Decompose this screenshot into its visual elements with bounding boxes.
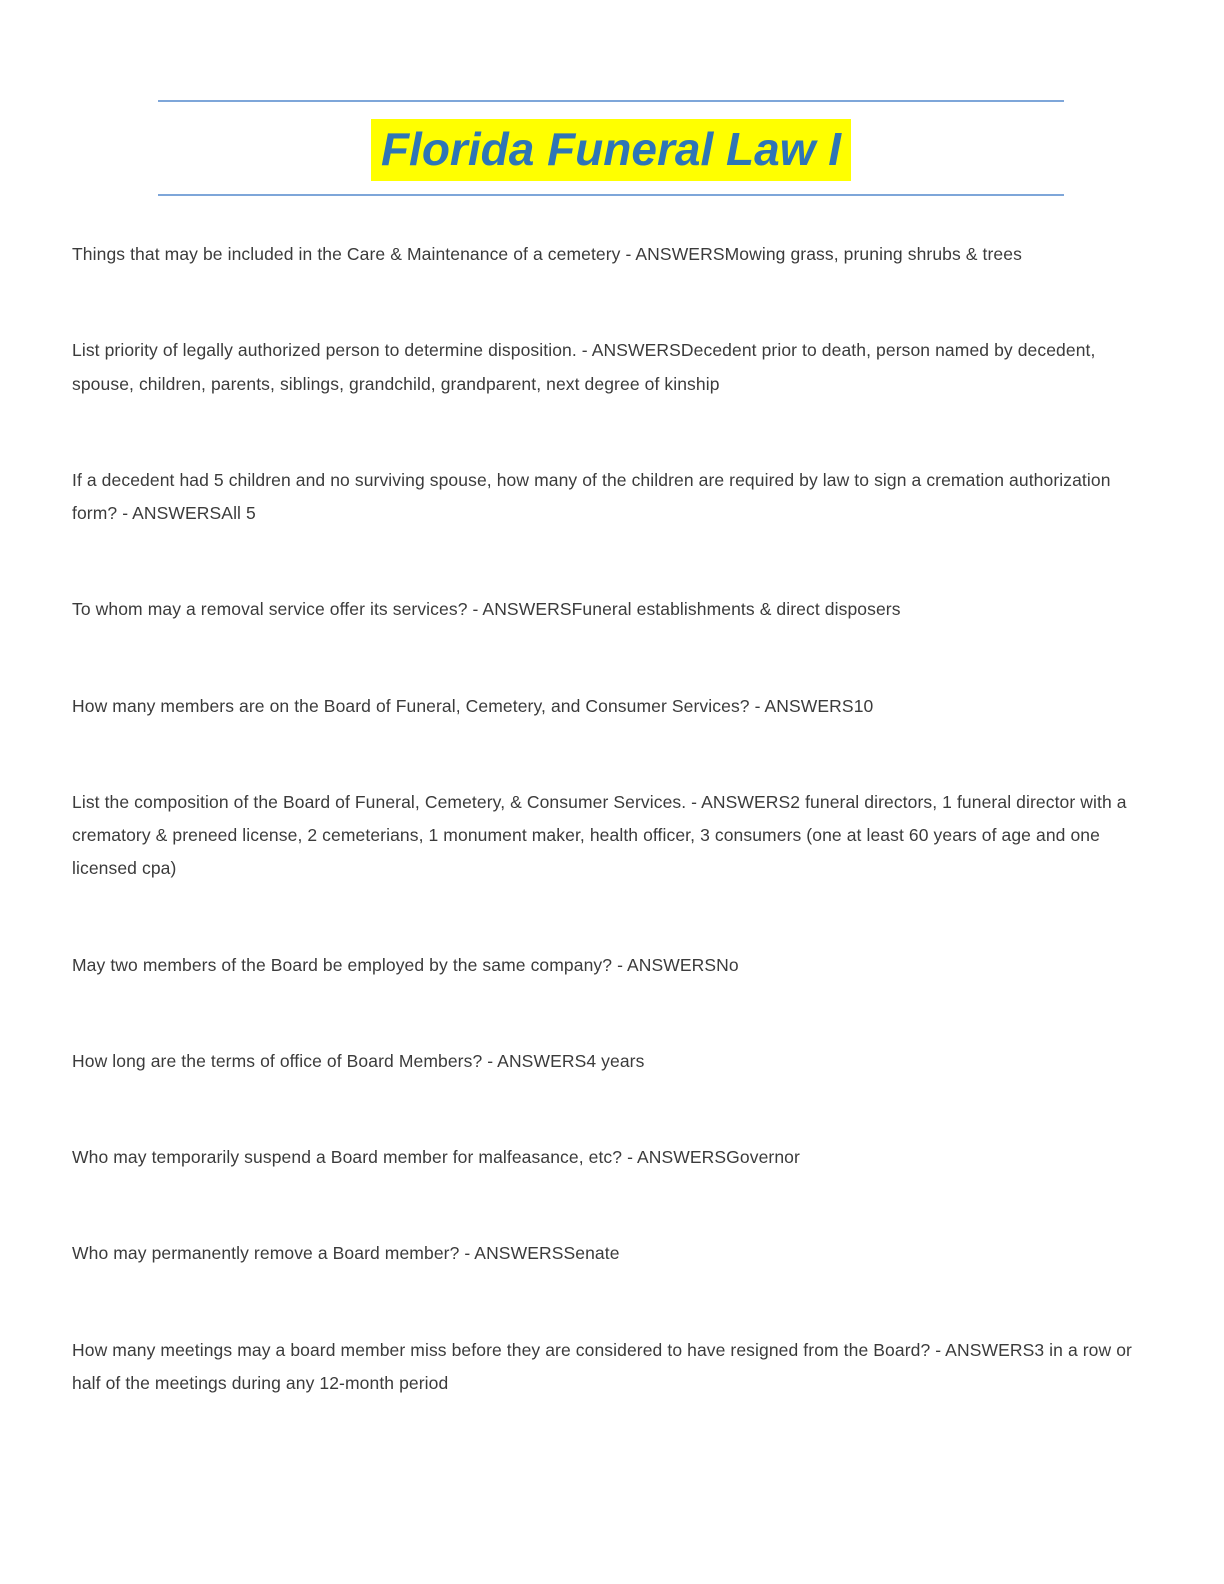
qa-paragraph: May two members of the Board be employed by the same company? - ANSWERSNo [72, 954, 739, 975]
qa-paragraph: How many meetings may a board member miss before they are considered to have resigned from the Board? - ANSWERS3 in a row or half of the meetings during any 12-month period [72, 1339, 1132, 1393]
qa-paragraph: To whom may a removal service offer its services? - ANSWERSFuneral establishments & direct disposers [72, 599, 901, 620]
title-block [158, 100, 1064, 196]
qa-list [72, 238, 1152, 1400]
qa-paragraph: If a decedent had 5 children and no surviving spouse, how many of the children are required by law to sign a cremation authorization form? - ANSWERSAll 5 [72, 469, 1111, 524]
qa-paragraph: How many members are on the Board of Funeral, Cemetery, and Consumer Services? - ANSWERS10 [72, 695, 874, 716]
qa-paragraph: Things that may be included in the Care & Maintenance of a cemetery - ANSWERSMowing grass, pruning shrubs & trees [72, 244, 1022, 265]
title-top-rule [158, 100, 1064, 102]
page-title-highlight: Florida Funeral Law I [371, 119, 851, 181]
page-title [158, 118, 1064, 180]
qa-paragraph: Who may permanently remove a Board member? - ANSWERSSenate [72, 1243, 620, 1264]
qa-paragraph: How long are the terms of office of Board Members? - ANSWERS4 years [72, 1050, 645, 1071]
qa-paragraph: List priority of legally authorized person to determine disposition. - ANSWERSDecedent prior to death, person named by decedent, spouse, children, parents, siblings, grandchild, grandparent, next degree of kinship [72, 340, 1096, 394]
qa-paragraph: Who may temporarily suspend a Board member for malfeasance, etc? - ANSWERSGovernor [72, 1147, 800, 1168]
title-bottom-rule [158, 194, 1064, 196]
qa-paragraph: List the composition of the Board of Funeral, Cemetery, & Consumer Services. - ANSWERS2 funeral directors, 1 funeral director with a crematory & preneed license, 2 cemeterians, 1 monument maker, health officer, 3 consumers (one at least 60 years of age and one licensed cpa) [72, 791, 1127, 879]
